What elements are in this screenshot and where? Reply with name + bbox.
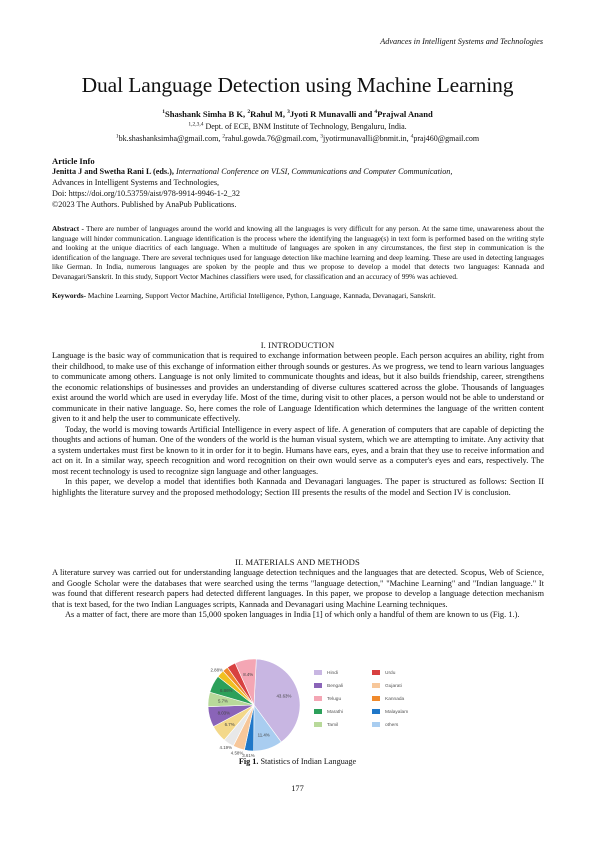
section-body <box>52 568 544 621</box>
abstract-label: Abstract - <box>52 224 84 233</box>
paragraph: Language is the basic way of communication that is required to exchange information between people. Each person acquires an ability, right from their childhood, to make use of this exchange of information either through sounds or gestures. As we progress, we tend to learn various languages to communicate among others. Language is not only limited to communicate thoughts and ideas, but it also builds friendship, career, strengthens the economic relationships of businesses and provides an understanding of diverse cultures scattered across the globe. Thousands of languages exist around the world which are used in everyday life. Most of the time, during visit to other places, a person would not be able to understand or communicate in their native language. So, here comes the role of Language Identification which determines the language of the written content given to it and help the user to communicate effectively. <box>52 351 544 423</box>
email: rahul.gowda.76@gmail.com, <box>225 134 321 143</box>
legend-label: others <box>385 723 399 728</box>
article-info-block <box>52 167 544 211</box>
legend-label: Urdu <box>385 671 396 676</box>
legend-swatch <box>372 670 380 675</box>
running-head: Advances in Intelligent Systems and Technologies <box>380 37 543 46</box>
paragraph: Today, the world is moving towards Artificial Intelligence in every aspect of life. A generation of computers that are capable of depicting the thoughts and actions of human. One of the wonders of the world is the human visual system, which we are attempting to imitate. Any activity that a system undertakes must first be known to it in order for it to begin. Humans have ears, eyes, and a brain that they use to receive information and act on it. In a similar way, speech recognition and word recognition on their own would serve as a computer's eyes and ears, respectively. The most recent technology is used to recognize sign language and other languages. <box>52 424 544 476</box>
author-name: Shashank Simha B K, <box>164 109 248 119</box>
author-sup: 4 <box>374 109 378 116</box>
copyright: ©2023 The Authors. Published by AnaPub Publications. <box>52 199 237 209</box>
pie-slice-label: 6.86% <box>219 688 233 694</box>
figure-caption-text: Statistics of Indian Language <box>258 757 357 766</box>
pie-slice-label: 4.58% <box>230 750 244 756</box>
legend-swatch <box>314 696 322 701</box>
pie-slice-label: 5.7% <box>217 698 228 704</box>
pie-chart-figure <box>196 655 546 759</box>
conference-name: International Conference on VLSI, Communications and Computer Communication, <box>173 167 453 176</box>
keywords-text: Machine Learning, Support Vector Machine, Artificial Intelligence, Python, Language, Kannada, Devanagari, Sanskrit. <box>86 291 436 300</box>
pie-chart <box>196 655 546 759</box>
email-sup: 4 <box>410 133 414 140</box>
legend-label: Kannada <box>385 697 405 702</box>
paper-title: Dual Language Detection using Machine Learning <box>81 73 514 97</box>
author-sup: 1 <box>162 109 165 116</box>
legend-swatch <box>314 709 322 714</box>
paragraph: In this paper, we develop a model that identifies both Kannada and Devanagari languages. The paper is structured as follows: Section II highlights the literature survey and the proposed methodology; Section III presents the results of the model and Section IV is conclusion. <box>52 477 544 497</box>
affiliation-sup: 1,2,3,4 <box>188 121 204 128</box>
legend-swatch <box>314 722 322 727</box>
pie-slice-label: 6.7% <box>224 722 235 728</box>
section-heading: II. MATERIALS AND METHODS <box>235 557 360 567</box>
pie-slice-label: 3.61% <box>242 753 255 759</box>
author-list <box>0 109 595 119</box>
legend-swatch <box>372 696 380 701</box>
paragraph: A literature survey was carried out for understanding language detection techniques and the languages that are detected. Scopus, Web of Science, and Google Scholar were the databases that were searched using the terms "language detection," "Machine Learning" and "Indian language." It was found that different research papers had detected different languages. In this paper, we propose to develop a language detection mechanism that is text based, for the two Indian Languages scripts, Kannada and Devanagari using Machine Learning techniques. <box>52 568 544 609</box>
pie-slice-label: 2.88% <box>210 667 223 673</box>
pie-slice-label: 8.03% <box>217 710 231 716</box>
author-name: Prajwal Anand <box>377 109 433 119</box>
legend-label: Hindi <box>327 671 338 676</box>
legend-label: Gujarati <box>385 684 402 689</box>
email: jyotirmunavalli@bnmit.in, <box>323 134 411 143</box>
keywords-label: Keywords- <box>52 291 87 300</box>
editors: Jenitta J and Swetha Rani L (eds.), <box>52 167 174 176</box>
figure-caption <box>0 757 595 766</box>
keywords <box>52 291 544 300</box>
legend-label: Tamil <box>327 723 339 728</box>
section-body <box>52 351 544 498</box>
pie-slice-label: 11.4% <box>257 732 270 738</box>
figure-label: Fig 1. <box>238 757 259 766</box>
affiliation-text: Dept. of ECE, BNM Institute of Technology, Bengaluru, India. <box>203 122 407 131</box>
pie-slice-label: 4.19% <box>219 744 233 750</box>
section-heading: I. INTRODUCTION <box>260 340 335 350</box>
abstract <box>52 224 544 282</box>
email-sup: 1 <box>115 133 119 140</box>
paragraph: As a matter of fact, there are more than 15,000 spoken languages in India [1] of which only a handful of them are known to us (Fig. 1.). <box>65 610 520 619</box>
legend-label: Marathi <box>327 710 343 715</box>
pie-slice-label: 43.63% <box>276 693 292 699</box>
series: Advances in Intelligent Systems and Technologies, <box>52 177 220 187</box>
legend-swatch <box>372 683 380 688</box>
legend-label: Telugu <box>327 697 342 702</box>
legend-swatch <box>314 683 322 688</box>
author-sup: 3 <box>287 109 290 116</box>
pie-slice-label: 8.4% <box>243 671 254 677</box>
author-sup: 2 <box>247 109 251 116</box>
legend-label: Bengali <box>327 684 344 689</box>
author-name: Jyoti R Munavalli and <box>289 109 375 119</box>
email-list <box>0 134 595 143</box>
legend-swatch <box>372 709 380 714</box>
legend-label: Malayalam <box>385 710 409 715</box>
email: bk.shashanksimha@gmail.com, <box>118 134 223 143</box>
article-info-heading: Article Info <box>52 156 95 166</box>
affiliation <box>0 122 595 131</box>
email-sup: 2 <box>222 133 226 140</box>
doi: Doi: https://doi.org/10.53759/aist/978-9914-9946-1-2_32 <box>52 188 240 198</box>
legend-swatch <box>372 722 380 727</box>
email-sup: 3 <box>320 133 324 140</box>
author-name: Rahul M, <box>250 109 288 119</box>
abstract-text: There are number of languages around the world and knowing all the languages is very difficult for any person. At the same time, unawareness about the language will hinder communication. Language identification is the process where the identifying the language(s) in text form is performed based on the writing style and looking at the unique diacritics of each language. When a multitude of languages are spoken in any circumstances, the first step in communication is the identification of the language. There are several techniques used for language detection like machine learning and deep learning. These are used in detecting languages like German. In India, numerous languages are spoken by the people and thus we propose to develop a model that detects two languages: Kannada and Devanagari/Sanskrit. In this study, Support Vector Machines classifiers were used, for classification and an accuracy of 99% was achieved. <box>52 224 544 281</box>
legend-swatch <box>314 670 322 675</box>
page-number: 177 <box>291 784 304 793</box>
email: praj460@gmail.com <box>413 134 480 143</box>
